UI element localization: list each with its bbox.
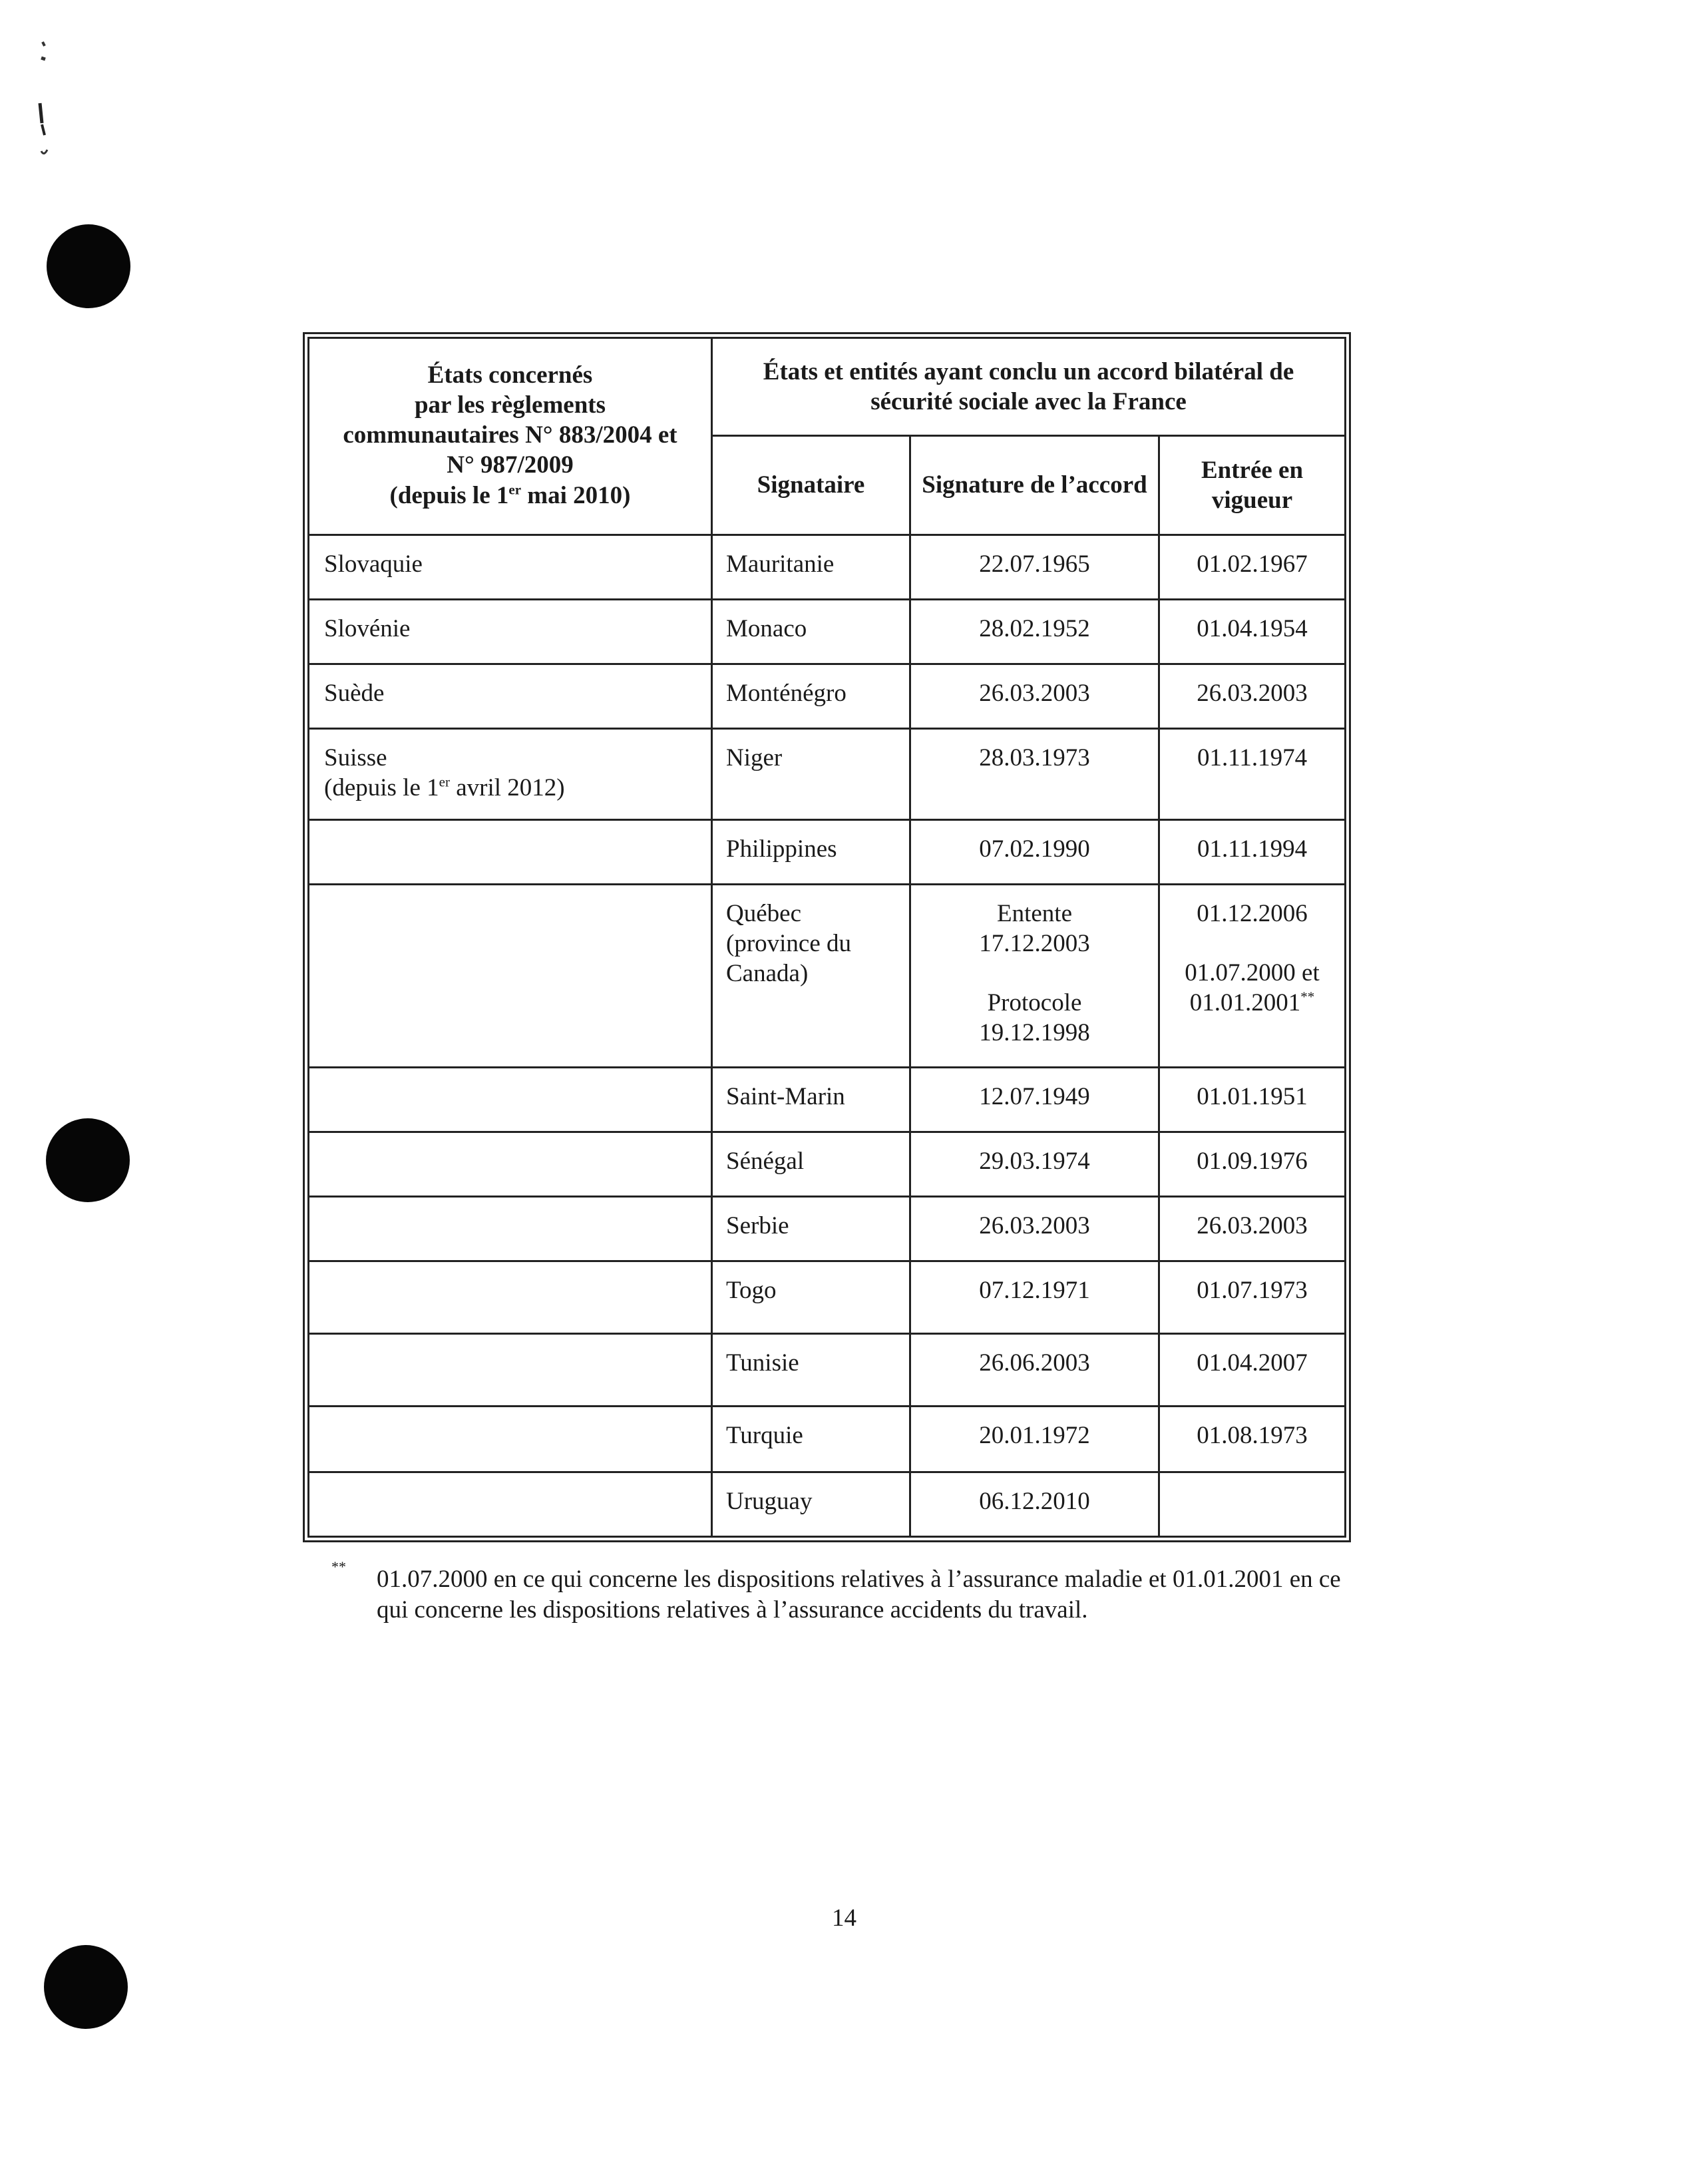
signature-date-cell: 07.02.1990 [910,820,1159,885]
page-number: 14 [832,1904,856,1932]
signature-date-cell: 28.03.1973 [910,729,1159,820]
eu-state-cell [309,1334,712,1407]
signataire-cell: Monténégro [712,664,910,729]
signature-date-cell: 20.01.1972 [910,1407,1159,1472]
footnote [331,1558,1356,1626]
entry-date-cell: 01.09.1976 [1159,1132,1346,1197]
eu-state-cell [309,1132,712,1197]
table-row [309,1334,1346,1407]
signature-date-cell: 22.07.1965 [910,535,1159,600]
signataire-header: Signataire [712,436,910,535]
signataire-cell: Mauritanie [712,535,910,600]
bilateral-group-header: États et entités ayant conclu un accord bilatéral de sécurité sociale avec la France [712,338,1346,436]
entry-date-cell: 26.03.2003 [1159,1197,1346,1261]
signature-date-cell: 26.03.2003 [910,1197,1159,1261]
signataire-cell: Sénégal [712,1132,910,1197]
signature-date-cell: 26.06.2003 [910,1334,1159,1407]
signataire-cell: Saint-Marin [712,1068,910,1132]
entry-date-cell: 01.12.2006 01.07.2000 et 01.01.2001** [1159,885,1346,1068]
eu-state-cell [309,1261,712,1334]
table-row [309,1197,1346,1261]
entry-date-cell [1159,1472,1346,1537]
entry-date-cell: 01.07.1973 [1159,1261,1346,1334]
eu-state-cell [309,885,712,1068]
table-row [309,1472,1346,1537]
entry-date-cell: 26.03.2003 [1159,664,1346,729]
eu-state-cell: Suisse (depuis le 1er avril 2012) [309,729,712,820]
signature-date-cell: 26.03.2003 [910,664,1159,729]
table-row [309,820,1346,885]
eu-state-cell [309,1197,712,1261]
signature-date-cell: 29.03.1974 [910,1132,1159,1197]
signataire-cell: Philippines [712,820,910,885]
table-row [309,1132,1346,1197]
entry-date-cell: 01.01.1951 [1159,1068,1346,1132]
bilateral-agreements-table [307,337,1346,1538]
table-row [309,600,1346,664]
signataire-cell: Monaco [712,600,910,664]
signature-date-cell: 28.02.1952 [910,600,1159,664]
entry-date-cell: 01.04.2007 [1159,1334,1346,1407]
eu-state-cell: Slovaquie [309,535,712,600]
entry-date-cell: 01.08.1973 [1159,1407,1346,1472]
entree-header: Entrée en vigueur [1159,436,1346,535]
punch-hole-bottom [44,1945,128,2029]
table-row [309,885,1346,1068]
table-row [309,1407,1346,1472]
eu-state-cell [309,1407,712,1472]
entry-date-cell: 01.04.1954 [1159,600,1346,664]
signataire-cell: Serbie [712,1197,910,1261]
scan-marks [27,37,53,170]
eu-state-cell: Suède [309,664,712,729]
signature-date-cell: 12.07.1949 [910,1068,1159,1132]
signataire-cell: Québec (province du Canada) [712,885,910,1068]
signature-header: Signature de l’accord [910,436,1159,535]
table-row [309,535,1346,600]
footnote-marker: ** [331,1558,346,1575]
signataire-cell: Tunisie [712,1334,910,1407]
punch-hole-middle [46,1118,130,1202]
entry-date-cell: 01.02.1967 [1159,535,1346,600]
entry-date-cell: 01.11.1994 [1159,820,1346,885]
table-row [309,1261,1346,1334]
eu-state-cell [309,820,712,885]
signataire-cell: Togo [712,1261,910,1334]
punch-hole-top [47,224,130,308]
signature-date-cell: 06.12.2010 [910,1472,1159,1537]
signataire-cell: Niger [712,729,910,820]
signataire-cell: Uruguay [712,1472,910,1537]
signature-date-cell: Entente 17.12.2003 Protocole 19.12.1998 [910,885,1159,1068]
eu-state-cell: Slovénie [309,600,712,664]
signature-date-cell: 07.12.1971 [910,1261,1159,1334]
footnote-text: 01.07.2000 en ce qui concerne les dispositions relatives à l’assurance maladie et 01.01.2001 en ce qui concerne les dispositions relatives à l’assurance accidents du travail. [377,1566,1341,1624]
signataire-cell: Turquie [712,1407,910,1472]
table-row [309,729,1346,820]
eu-states-header: États concernés par les règlements communautaires N° 883/2004 et N° 987/2009 (depuis le 1er mai 2010) [309,338,712,535]
table-row [309,1068,1346,1132]
eu-state-cell [309,1068,712,1132]
table-row [309,664,1346,729]
eu-state-cell [309,1472,712,1537]
entry-date-cell: 01.11.1974 [1159,729,1346,820]
